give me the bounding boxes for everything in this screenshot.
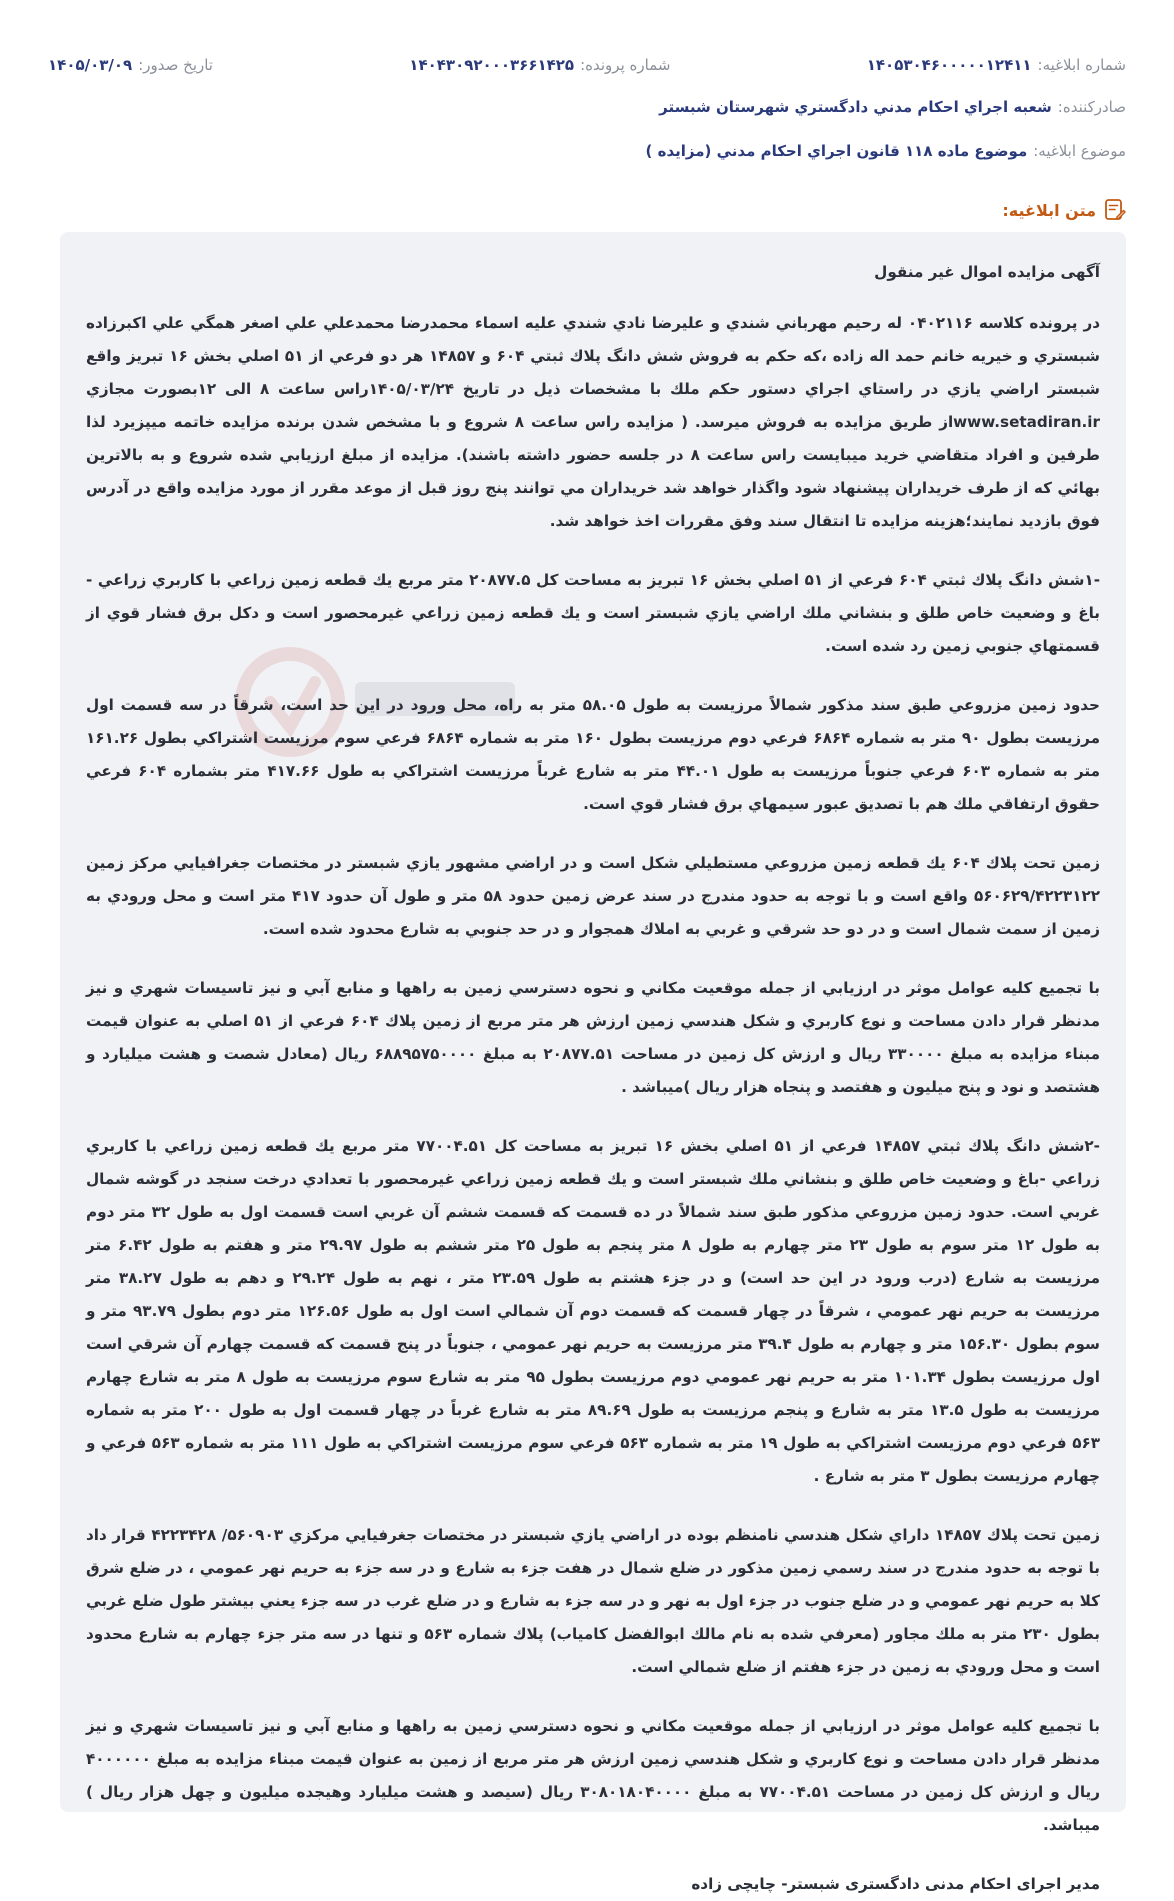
subject-label: موضوع ابلاغيه: xyxy=(1033,142,1126,160)
case-number xyxy=(409,56,670,74)
notice-number-value: ۱۴۰۵۳۰۴۶۰۰۰۰۰۱۲۴۱۱ xyxy=(866,56,1032,74)
notice-paragraph-8: با تجميع كليه عوامل موثر در ارزيابي از جمله موقعيت مكاني و نحوه دسترسي زمين به راهها و منابع آبي و نيز تاسيسات شهري و نيز مدنظر قرار دادن مساحت و نوع كاربري و شكل هندسي زمين ارزش هر متر مربع از زمين به عنوان قيمت مبناء مزايده به مبلغ ۴۰۰۰۰۰۰ ريال و ارزش كل زمين در مساحت ۷۷۰۰۴.۵۱ به مبلغ ۳۰۸۰۱۸۰۴۰۰۰۰ ريال (سيصد و هشت ميليارد وهيجده ميليون و چهل هزار ريال ) ميباشد. xyxy=(86,1717,1100,1834)
notice-paragraph-7: زمين تحت پلاك ۱۴۸۵۷ داراي شكل هندسي نامنظم بوده در اراضي يازي شبستر در مختصات جغرفيايي مركزي ۵۶۰۹۰۳/ ۴۲۲۳۴۲۸ قرار داد با توجه به حدود مندرج در سند رسمي زمين مذكور در ضلع شمال در هفت جزء به شارع و در سه جزء به حريم نهر عمومي ، در ضلع شرق كلا به حريم نهر عمومي و در ضلع جنوب در جزء اول به نهر و در سه جزء به شارع و در ضلع غرب در سه جزء يعني بيشتر طول ضلع غربي بطول ۲۳۰ متر به ملك مجاور (معرفي شده به نام مالك ابوالفضل كامياب) پلاك شماره ۵۶۳ و تنها در سه متر جزء چهارم به شارع محدود است و محل ورودي به زمين در جزء هفتم از ضلع شمالي است. xyxy=(86,1526,1101,1676)
subject-row xyxy=(48,142,1126,160)
case-number-value: ۱۴۰۴۳۰۹۲۰۰۰۳۶۶۱۴۲۵ xyxy=(409,56,575,74)
meta-top-row xyxy=(48,56,1126,74)
notice-paragraph-5: با تجميع كليه عوامل موثر در ارزيابي از جمله موقعيت مكاني و نحوه دسترسي زمين به راهها و منابع آبي و نيز تاسيسات شهري و نيز مدنظر قرار دادن مساحت و نوع كاربري و شكل هندسي زمين ارزش هر متر مربع از زمين پلاك ۶۰۴ فرعي از ۵۱ اصلي به عنوان قيمت مبناء مزايده به مبلغ ۳۳۰۰۰۰ ريال و ارزش كل زمين در مساحت ۲۰۸۷۷.۵۱ به مبلغ ۶۸۸۹۵۷۵۰۰۰۰ ريال (معادل شصت و هشت ميليارد و هشتصد و نود و پنج ميليون و هفتصد و پنجاه هزار ريال )ميباشد . xyxy=(86,979,1100,1096)
notice-paragraph-1: در پرونده كلاسه ۰۴۰۲۱۱۶ له رحيم مهرباني شندي و عليرضا نادي شندي عليه اسماء محمدرضا محمدعلي علي اصغر همگي علي اكبرزاده شبستري و خيريه خانم حمد اله زاده ،كه حكم به فروش شش دانگ پلاك ثبتي ۶۰۴ و ۱۴۸۵۷ هر دو فرعي از ۵۱ اصلي بخش ۱۶ تبريز واقع شبستر اراضي يازي در راستاي اجراي دستور حكم ملك با مشخصات ذيل در تاريخ ۱۴۰۵/۰۳/۲۴راس ساعت ۸ الی ۱۲بصورت مجازي www.setadiran.irاز طريق مزايده به فروش ميرسد. ( مزايده راس ساعت ۸ شروع و با مشخص شدن برنده مزايده خاتمه ميپزيرد لذا طرفين و افراد متقاضي خريد ميبايست راس ساعت ۸ در جلسه حضور داشته باشند). مزايده از مبلغ ارزيابي شده شروع و به بالاترين بهائي كه از طرف خريداران پيشنهاد شود واگذار خواهد شد خريداران مي توانند پنج روز قبل از موعد مقرر از مورد مزايده واقع در آدرس فوق بازديد نمايند؛هزينه مزايده تا انتقال سند وفق مقررات اخذ خواهد شد. xyxy=(86,314,1100,530)
notice-title: آگهی مزايده اموال غير منقول xyxy=(874,263,1100,281)
case-number-label: شماره پرونده: xyxy=(580,56,671,74)
subject-value: موضوع ماده ۱۱۸ قانون اجراي احكام مدني (مزايده ) xyxy=(645,142,1028,160)
notice-paragraph-2: -۱شش دانگ پلاك ثبتي ۶۰۴ فرعي از ۵۱ اصلي بخش ۱۶ تبريز به مساحت كل ۲۰۸۷۷.۵ متر مربع يك قطعه زمين زراعي با كاربري زراعي - باغ و وضعيت خاص طلق و بنشاني ملك اراضي يازي شبستر است و يك قطعه زمين زراعي غيرمحصور است و دكل برق فشار قوي از قسمتهاي جنوبي زمين رد شده است. xyxy=(86,571,1101,655)
document-edit-icon xyxy=(1104,198,1126,222)
notice-text-label: متن ابلاغيه: xyxy=(1002,200,1096,220)
notice-text-header xyxy=(1002,198,1126,222)
notice-number-label: شماره ابلاغيه: xyxy=(1037,56,1126,74)
issue-date-label: تاريخ صدور: xyxy=(138,56,213,74)
notice-paragraph-3: حدود زمين مزروعي طبق سند مذكور شمالاً مرزيست به طول ۵۸.۰۵ متر به راه، محل ورود در اين حد است، شرقاً در سه قسمت اول مرزيست بطول ۹۰ متر به شماره ۶۸۶۴ فرعي دوم مرزيست بطول ۱۶۰ متر به شماره ۶۸۶۴ فرعي سوم مرزيست اشتراكي بطول ۱۶۱.۲۶ متر به شماره ۶۰۳ فرعي جنوباً مرزيست به طول ۴۴.۰۱ متر به شارع غرباً مرزيست اشتراكي به طول ۴۱۷.۶۶ متر بشماره ۶۰۴ فرعي حقوق ارتفاقي ملك هم با تصديق عبور سيمهاي برق فشار قوي است. xyxy=(86,696,1100,813)
notice-signature: مدیر اجرای احکام مدنی دادگستری شبستر- چایچی زاده xyxy=(691,1875,1100,1893)
issuer-value: شعبه اجراي احكام مدني دادگستري شهرستان شبستر xyxy=(659,98,1052,116)
notice-number xyxy=(867,56,1126,74)
notice-content-box xyxy=(60,232,1126,1893)
notice-paragraph-4: زمين تحت پلاك ۶۰۴ يك قطعه زمين مزروعي مستطيلي شكل است و در اراضي مشهور يازي شبستر در مختصات جغرافيايي مركز زمين ۵۶۰۶۲۹/۴۲۲۳۱۲۲ واقع است و با توجه به حدود مندرج در سند عرض زمين حدود ۵۸ متر و طول آن حدود ۴۱۷ متر است و محل ورودي به زمين از سمت شمال است و در دو حد شرقي و غربي به املاك همجوار و در حد جنوبي به شارع محدود شده است. xyxy=(86,854,1101,938)
issue-date xyxy=(48,56,213,74)
issuer-label: صادرکننده: xyxy=(1057,98,1126,116)
notice-paragraph-6: -۲شش دانگ پلاك ثبتي ۱۴۸۵۷ فرعي از ۵۱ اصلي بخش ۱۶ تبريز به مساحت كل ۷۷۰۰۴.۵۱ متر مربع يك قطعه زمين زراعي با كاربري زراعي -باغ و وضعيت خاص طلق و بنشاني ملك شبستر است و يك قطعه زمين زراعي غيرمحصور با تعدادي درخت سنجد در گوشه شمال غربي است. حدود زمين مزروعي مذكور طبق سند شمالاً در ده قسمت كه قسمت ششم آن غربي است قسمت اول به طول ۳۲ متر دوم به طول ۱۲ متر سوم به طول ۲۳ متر چهارم به طول ۸ متر پنجم به طول ۲۵ متر ششم به طول ۲۹.۹۷ متر و هفتم به طول ۶.۴۲ متر مرزيست به شارع (درب ورود در اين حد است) و در جزء هشتم به طول ۲۳.۵۹ متر ، نهم به طول ۲۹.۲۴ و دهم به طول ۳۸.۲۷ متر مرزيست به حريم نهر عمومي ، شرقاً در چهار قسمت كه قسمت دوم آن شمالي است اول به طول ۱۲۶.۵۶ متر دوم بطول ۹۳.۷۹ متر و سوم بطول ۱۵۶.۳۰ متر و چهارم به طول ۳۹.۴ متر مرزيست به حريم نهر عمومي ، جنوباً در پنج قسمت كه قسمت چهارم آن شرقي است اول مرزيست بطول ۱۰۱.۳۴ متر به حريم نهر عمومي دوم مرزيست بطول ۹۵ متر به شارع سوم مرزيست به طول ۸ متر به شارع چهارم مرزيست به طول ۱۳.۵ متر به شارع و پنجم مرزيست به طول ۸۹.۶۹ متر به شارع غرباً در چهار قسمت اول به طول ۲۰۰ متر به شماره ۵۶۳ فرعي دوم مرزيست اشتراكي به طول ۱۹ متر به شماره ۵۶۳ فرعي سوم مرزيست اشتراكي به طول ۱۱۱ متر به شماره ۵۶۳ فرعي و چهارم مرزيست بطول ۳ متر به شارع . xyxy=(86,1137,1101,1485)
issue-date-value: ۱۴۰۵/۰۳/۰۹ xyxy=(48,56,133,74)
issuer-row xyxy=(48,98,1126,116)
